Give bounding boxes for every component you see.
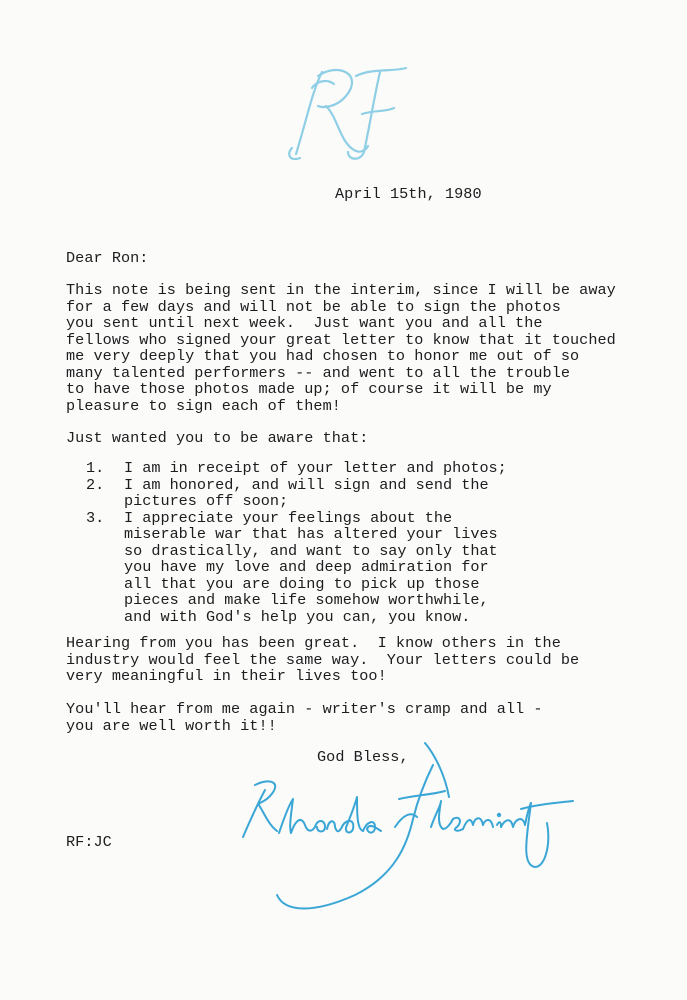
numbered-list (66, 459, 507, 626)
typist-initials: RF:JC (66, 833, 112, 851)
list-item (66, 508, 498, 626)
list-item-number: 3. (86, 508, 105, 527)
list-intro: Just wanted you to be aware that: (66, 429, 369, 447)
hearing-paragraph: Hearing from you has been great. I know others in the industry would feel the same way. Your letters could be very meaningful in their lives too! (66, 634, 580, 685)
salutation: Dear Ron: (66, 249, 149, 267)
body-paragraph: This note is being sent in the interim, since I will be away for a few days and will not be able to sign the photos you sent until next week. Just want you and all the fellows who signed your great letter to know that it touched me very deeply that you had chosen to honor me out of so many talented performers -- and went to all the trouble to have those photos made up; of course it will be my pleasure to sign each of them! (66, 281, 616, 415)
list-item-text: I appreciate your feelings about the miserable war that has altered your lives so drastically, and want to say only that you have my love and deep admiration for all that you are doing to pick up those pieces and make life somehow worthwhile, and with God's help you can, you know. (124, 508, 498, 626)
closing-line: God Bless, (317, 748, 409, 766)
list-item-text: I am honored, and will sign and send the pictures off soon; (124, 475, 489, 510)
letter-date: April 15th, 1980 (335, 185, 482, 203)
list-item-number: 2. (86, 475, 105, 494)
list-item-number: 1. (86, 459, 105, 477)
list-item (66, 475, 489, 510)
rf-monogram (282, 62, 412, 164)
handwritten-signature (235, 735, 585, 925)
list-item-text: I am in receipt of your letter and photos; (124, 459, 507, 477)
list-item (66, 459, 507, 477)
closing-paragraph: You'll hear from me again - writer's cramp and all - you are well worth it!! (66, 700, 543, 735)
